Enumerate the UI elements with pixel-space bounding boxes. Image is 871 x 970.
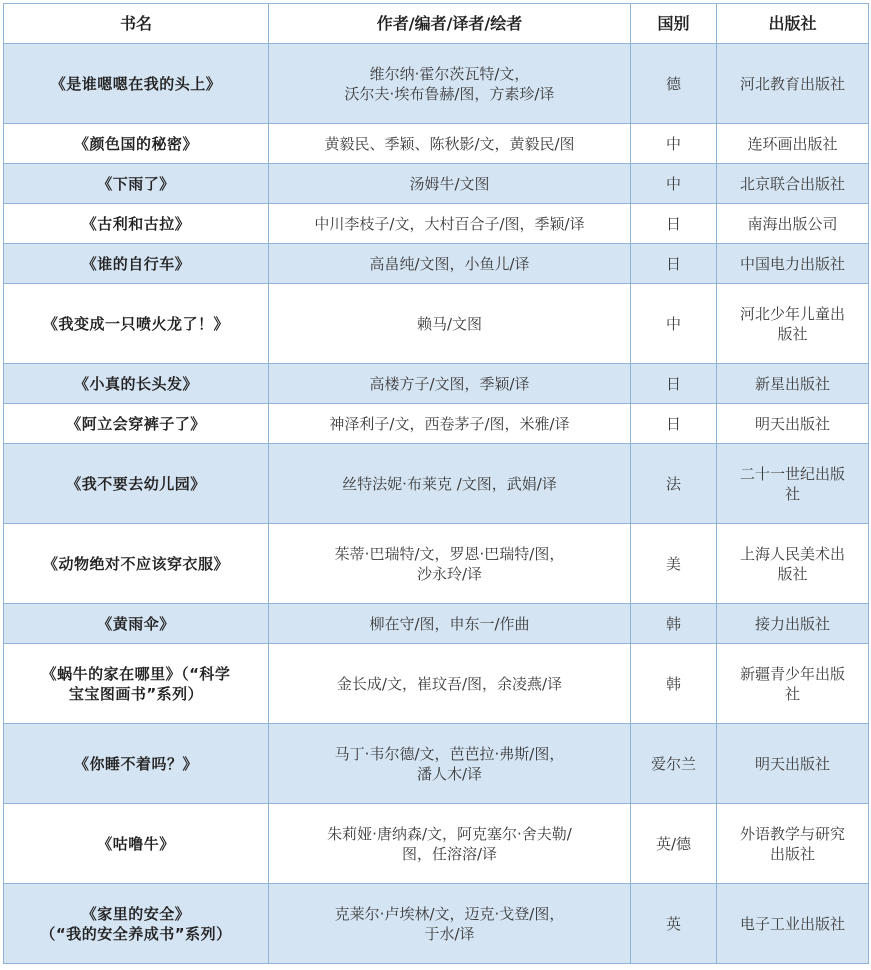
book-title-cell bbox=[4, 524, 269, 604]
country-cell bbox=[631, 444, 717, 524]
country-cell bbox=[631, 284, 717, 364]
publisher-line: 河北教育出版社 bbox=[739, 74, 845, 93]
book-title-line: 《家里的安全》 bbox=[81, 904, 191, 923]
table-row bbox=[4, 284, 869, 364]
publisher-cell bbox=[717, 444, 869, 524]
author-line: 于水/译 bbox=[424, 924, 475, 943]
book-title-line: 《黄雨伞》 bbox=[97, 614, 175, 633]
publisher-cell bbox=[717, 644, 869, 724]
author-cell bbox=[269, 724, 631, 804]
table-row bbox=[4, 124, 869, 164]
table-row bbox=[4, 884, 869, 964]
publisher-cell bbox=[717, 244, 869, 284]
country-cell bbox=[631, 204, 717, 244]
publisher-cell bbox=[717, 204, 869, 244]
country-cell bbox=[631, 604, 717, 644]
book-title-line: 《蜗牛的家在哪里》（“科学 bbox=[41, 664, 231, 683]
table-row bbox=[4, 804, 869, 884]
country-cell bbox=[631, 364, 717, 404]
country-line: 英/德 bbox=[655, 834, 692, 853]
country-cell bbox=[631, 724, 717, 804]
table-row bbox=[4, 244, 869, 284]
author-line: 高楼方子/文图，季颖/译 bbox=[369, 374, 530, 393]
publisher-cell bbox=[717, 404, 869, 444]
author-cell bbox=[269, 124, 631, 164]
publisher-line: 上海人民美术出 bbox=[739, 544, 845, 563]
author-cell bbox=[269, 404, 631, 444]
table-row bbox=[4, 404, 869, 444]
publisher-line: 新星出版社 bbox=[754, 374, 830, 393]
table-row bbox=[4, 444, 869, 524]
publisher-line: 出版社 bbox=[769, 844, 815, 863]
country-line: 中 bbox=[665, 174, 681, 193]
country-line: 美 bbox=[665, 554, 681, 573]
header-publisher: 出版社 bbox=[717, 4, 869, 44]
header-title: 书名 bbox=[4, 4, 269, 44]
publisher-line: 接力出版社 bbox=[754, 614, 830, 633]
country-line: 韩 bbox=[665, 674, 681, 693]
book-title-line: 宝宝图画书”系列） bbox=[68, 684, 204, 703]
country-cell bbox=[631, 404, 717, 444]
table-row bbox=[4, 204, 869, 244]
country-line: 法 bbox=[665, 474, 681, 493]
header-author: 作者/编者/译者/绘者 bbox=[269, 4, 631, 44]
country-line: 韩 bbox=[665, 614, 681, 633]
book-list-container bbox=[3, 3, 869, 964]
book-title-cell bbox=[4, 604, 269, 644]
author-cell bbox=[269, 204, 631, 244]
author-line: 柳在守/图，申东一/作曲 bbox=[369, 614, 530, 633]
table-header-row bbox=[4, 4, 869, 44]
author-line: 金长成/文，崔玟吾/图，余凌燕/译 bbox=[336, 674, 563, 693]
author-line: 克莱尔·卢埃林/文，迈克·戈登/图， bbox=[334, 904, 565, 923]
publisher-cell bbox=[717, 44, 869, 124]
country-cell bbox=[631, 804, 717, 884]
book-title-cell bbox=[4, 44, 269, 124]
table-row bbox=[4, 604, 869, 644]
author-cell bbox=[269, 644, 631, 724]
book-title-line: 《古利和古拉》 bbox=[81, 214, 191, 233]
publisher-line: 河北少年儿童出 bbox=[739, 304, 845, 323]
country-cell bbox=[631, 524, 717, 604]
publisher-cell bbox=[717, 724, 869, 804]
publisher-line: 电子工业出版社 bbox=[739, 914, 845, 933]
country-cell bbox=[631, 124, 717, 164]
author-line: 丝特法妮·布莱克 /文图，武娟/译 bbox=[342, 474, 557, 493]
author-line: 维尔纳·霍尔茨瓦特/文， bbox=[369, 64, 530, 83]
author-cell bbox=[269, 164, 631, 204]
country-cell bbox=[631, 644, 717, 724]
header-country: 国别 bbox=[631, 4, 717, 44]
publisher-line: 明天出版社 bbox=[754, 754, 830, 773]
publisher-line: 连环画出版社 bbox=[747, 134, 838, 153]
book-title-line: 《谁的自行车》 bbox=[81, 254, 191, 273]
author-cell bbox=[269, 444, 631, 524]
publisher-cell bbox=[717, 884, 869, 964]
publisher-line: 南海出版公司 bbox=[747, 214, 838, 233]
table-row bbox=[4, 44, 869, 124]
book-title-cell bbox=[4, 244, 269, 284]
author-cell bbox=[269, 244, 631, 284]
table-row bbox=[4, 364, 869, 404]
table-row bbox=[4, 524, 869, 604]
author-cell bbox=[269, 804, 631, 884]
country-line: 德 bbox=[665, 74, 681, 93]
book-title-cell bbox=[4, 364, 269, 404]
book-title-cell bbox=[4, 204, 269, 244]
author-line: 黄毅民、季颖、陈秋影/文，黄毅民/图 bbox=[324, 134, 575, 153]
book-list-table bbox=[3, 3, 869, 964]
author-line: 沃尔夫·埃布鲁赫/图，方素珍/译 bbox=[344, 84, 555, 103]
author-cell bbox=[269, 44, 631, 124]
table-row bbox=[4, 644, 869, 724]
author-line: 高畠纯/文图，小鱼儿/译 bbox=[369, 254, 530, 273]
country-line: 爱尔兰 bbox=[650, 754, 696, 773]
author-line: 图，任溶溶/译 bbox=[401, 844, 498, 863]
author-line: 汤姆牛/文图 bbox=[409, 174, 490, 193]
publisher-line: 二十一世纪出版 bbox=[739, 464, 845, 483]
book-title-line: 《我变成一只喷火龙了！》 bbox=[42, 314, 229, 333]
country-line: 日 bbox=[665, 254, 681, 273]
book-title-line: 《是谁嗯嗯在我的头上》 bbox=[50, 74, 222, 93]
table-row bbox=[4, 724, 869, 804]
country-cell bbox=[631, 44, 717, 124]
publisher-line: 外语教学与研究 bbox=[739, 824, 845, 843]
book-title-cell bbox=[4, 884, 269, 964]
book-title-cell bbox=[4, 124, 269, 164]
author-cell bbox=[269, 524, 631, 604]
publisher-line: 版社 bbox=[777, 324, 808, 343]
book-title-line: 《下雨了》 bbox=[97, 174, 175, 193]
table-row bbox=[4, 164, 869, 204]
country-cell bbox=[631, 244, 717, 284]
book-title-line: 《你睡不着吗？》 bbox=[73, 754, 198, 773]
publisher-cell bbox=[717, 604, 869, 644]
author-cell bbox=[269, 604, 631, 644]
publisher-line: 北京联合出版社 bbox=[739, 174, 845, 193]
author-cell bbox=[269, 284, 631, 364]
country-cell bbox=[631, 884, 717, 964]
book-title-cell bbox=[4, 284, 269, 364]
publisher-cell bbox=[717, 124, 869, 164]
publisher-line: 社 bbox=[784, 684, 800, 703]
book-title-cell bbox=[4, 644, 269, 724]
publisher-cell bbox=[717, 804, 869, 884]
publisher-cell bbox=[717, 164, 869, 204]
author-line: 沙永玲/译 bbox=[416, 564, 483, 583]
book-title-line: （“我的安全养成书”系列） bbox=[40, 924, 232, 943]
author-cell bbox=[269, 884, 631, 964]
book-title-line: 《动物绝对不应该穿衣服》 bbox=[42, 554, 229, 573]
book-title-line: 《小真的长头发》 bbox=[73, 374, 198, 393]
publisher-line: 版社 bbox=[777, 564, 808, 583]
author-line: 朱莉娅·唐纳森/文，阿克塞尔·舍夫勒/ bbox=[327, 824, 572, 843]
country-line: 日 bbox=[665, 414, 681, 433]
country-line: 日 bbox=[665, 214, 681, 233]
country-line: 中 bbox=[665, 134, 681, 153]
publisher-line: 中国电力出版社 bbox=[739, 254, 845, 273]
book-title-cell bbox=[4, 724, 269, 804]
book-title-cell bbox=[4, 164, 269, 204]
country-line: 中 bbox=[665, 314, 681, 333]
country-line: 英 bbox=[665, 914, 681, 933]
author-line: 赖马/文图 bbox=[416, 314, 483, 333]
book-title-line: 《阿立会穿裤子了》 bbox=[66, 414, 206, 433]
book-title-cell bbox=[4, 404, 269, 444]
publisher-line: 社 bbox=[784, 484, 800, 503]
publisher-cell bbox=[717, 284, 869, 364]
country-cell bbox=[631, 164, 717, 204]
book-title-cell bbox=[4, 804, 269, 884]
book-title-line: 《颜色国的秘密》 bbox=[73, 134, 198, 153]
book-title-line: 《咕噜牛》 bbox=[97, 834, 175, 853]
publisher-line: 新疆青少年出版 bbox=[739, 664, 845, 683]
publisher-cell bbox=[717, 364, 869, 404]
author-line: 中川李枝子/文，大村百合子/图，季颖/译 bbox=[314, 214, 585, 233]
publisher-line: 明天出版社 bbox=[754, 414, 830, 433]
book-title-line: 《我不要去幼儿园》 bbox=[66, 474, 206, 493]
author-line: 潘人木/译 bbox=[416, 764, 483, 783]
author-line: 马丁·韦尔德/文，芭芭拉·弗斯/图， bbox=[334, 744, 565, 763]
author-line: 茱蒂·巴瑞特/文，罗恩·巴瑞特/图， bbox=[334, 544, 565, 563]
country-line: 日 bbox=[665, 374, 681, 393]
author-line: 神泽利子/文，西卷茅子/图，米雅/译 bbox=[329, 414, 570, 433]
author-cell bbox=[269, 364, 631, 404]
publisher-cell bbox=[717, 524, 869, 604]
book-title-cell bbox=[4, 444, 269, 524]
